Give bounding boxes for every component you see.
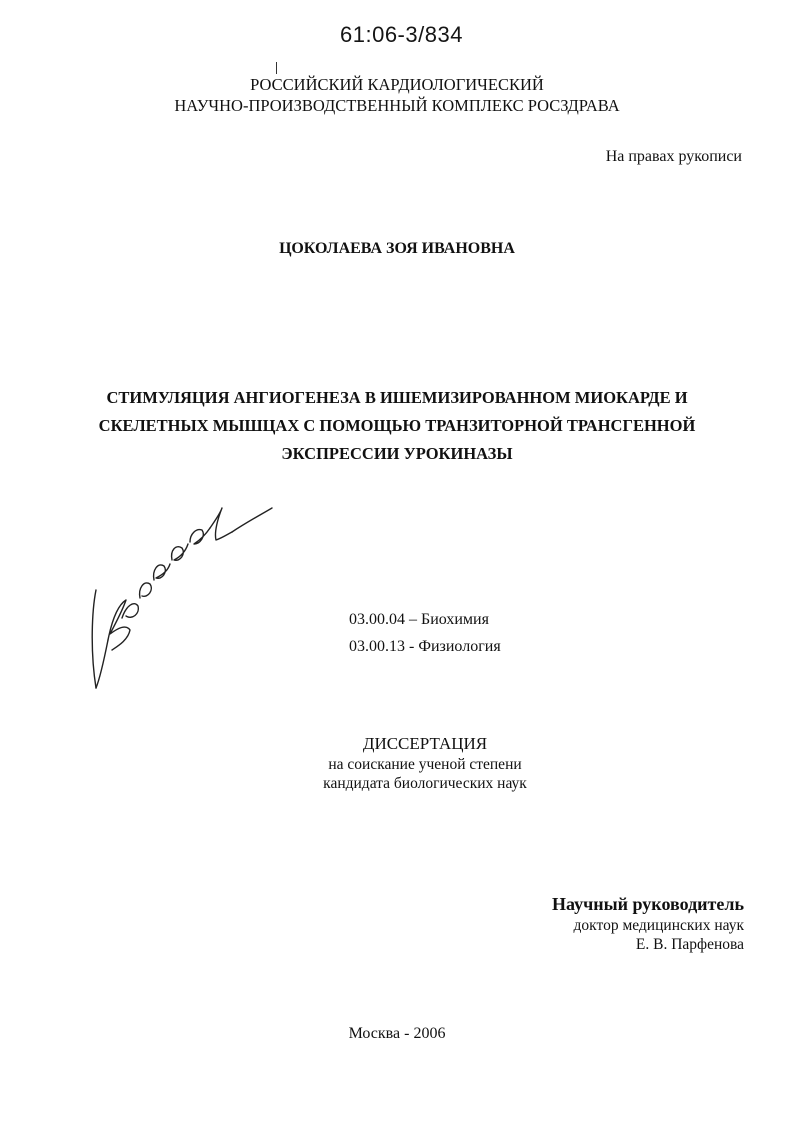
city-year: Москва - 2006 [348, 1025, 446, 1042]
dissertation-title [0, 384, 794, 468]
supervisor-name: Е. В. Парфенова [635, 936, 744, 953]
degree-block [0, 733, 794, 793]
catalog-number: 61:06-3/834 [340, 22, 463, 47]
rights-note: На правах рукописи [605, 148, 742, 165]
supervisor-degree: доктор медицинских наук [573, 917, 744, 934]
organization-line-1: РОССИЙСКИЙ КАРДИОЛОГИЧЕСКИЙ [250, 75, 544, 94]
title-line-3: ЭКСПРЕССИИ УРОКИНАЗЫ [281, 444, 513, 463]
title-line-2: СКЕЛЕТНЫХ МЫШЦАХ С ПОМОЩЬЮ ТРАНЗИТОРНОЙ ТРАНСГЕННОЙ [98, 416, 696, 435]
author-name: ЦОКОЛАЕВА ЗОЯ ИВАНОВНА [279, 240, 515, 257]
specialty-physiology: 03.00.13 - Физиология [349, 638, 501, 655]
degree-line-2: кандидата биологических наук [323, 775, 527, 792]
supervisor-role: Научный руководитель [552, 894, 744, 914]
supervisor-block [552, 892, 744, 954]
organization-line-2: НАУЧНО-ПРОИЗВОДСТВЕННЫЙ КОМПЛЕКС РОСЗДРАВА [174, 96, 620, 115]
title-line-1: СТИМУЛЯЦИЯ АНГИОГЕНЕЗА В ИШЕМИЗИРОВАННОМ МИОКАРДЕ И [106, 388, 688, 407]
specialty-biochemistry: 03.00.04 – Биохимия [349, 611, 489, 628]
specialties [349, 606, 501, 660]
margin-mark [276, 62, 277, 74]
degree-line-1: на соискание ученой степени [328, 756, 522, 773]
author-signature [82, 500, 282, 700]
document-kind: ДИССЕРТАЦИЯ [362, 734, 488, 753]
organization-name [0, 74, 794, 116]
